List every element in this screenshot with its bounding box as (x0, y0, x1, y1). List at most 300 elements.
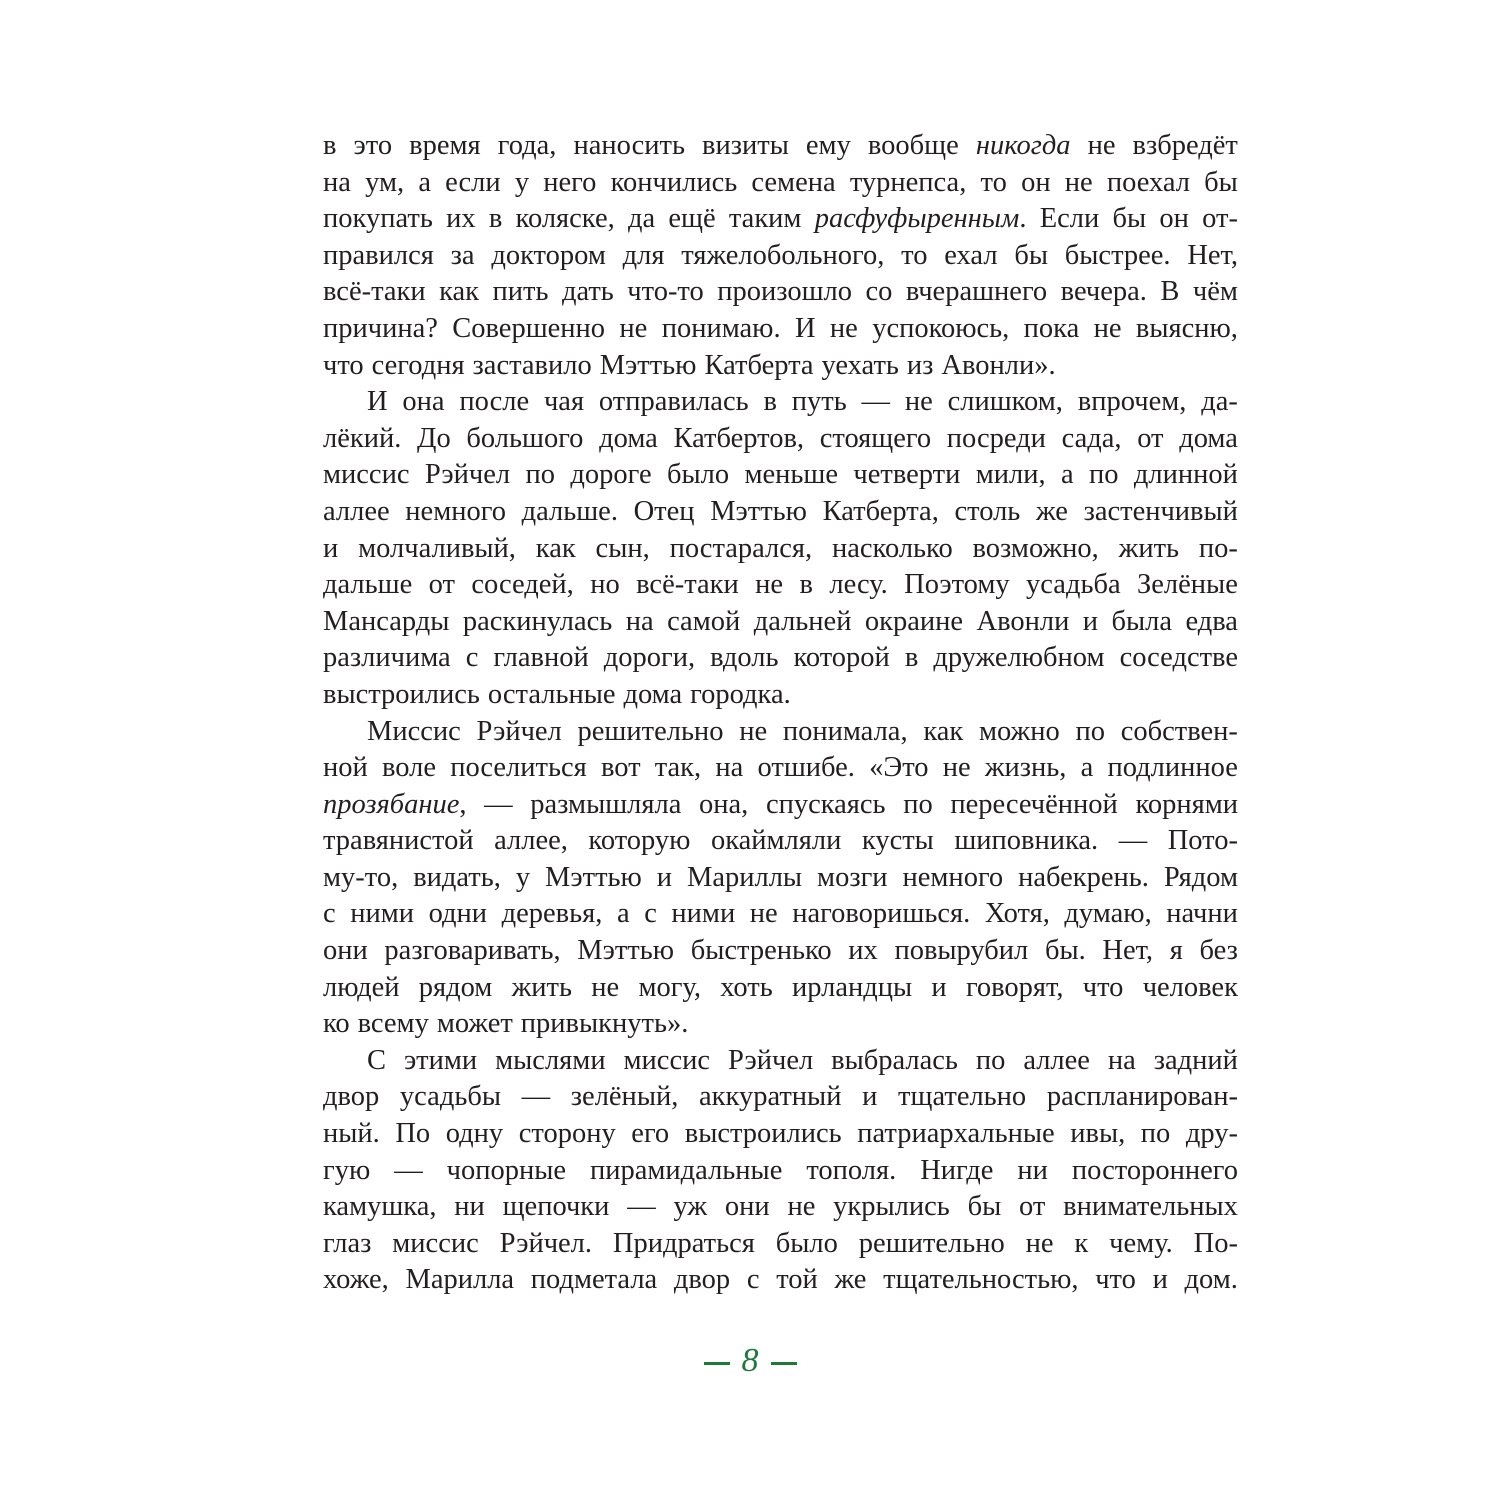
word-part: хоть (720, 971, 773, 1003)
word (715, 750, 743, 787)
word (850, 165, 967, 202)
word-part: коляске, (515, 203, 615, 235)
word (1164, 860, 1238, 897)
word (815, 201, 1027, 238)
word (1121, 714, 1238, 751)
word (323, 494, 390, 531)
word-part: они (724, 1191, 770, 1223)
word-part: большого (466, 422, 584, 454)
word-part: жить (1118, 532, 1180, 564)
word (590, 1153, 782, 1190)
word (1185, 604, 1238, 641)
word-part: миссис (623, 1044, 711, 1076)
text-line (323, 1226, 1238, 1263)
word-part: решительно (577, 715, 724, 747)
word-part: было (666, 459, 730, 491)
word (450, 750, 587, 787)
word-part: выстроились (323, 678, 480, 710)
text-line (323, 238, 1238, 275)
word-part: с (465, 642, 479, 674)
word (409, 128, 481, 165)
word-part: тщательно (898, 1081, 1027, 1113)
word (1204, 165, 1238, 202)
word-part: жить (511, 971, 573, 1003)
word (1014, 238, 1048, 275)
word (623, 238, 665, 275)
word-part: да (627, 203, 656, 235)
word-part: По- (1193, 1227, 1238, 1259)
word (1036, 494, 1068, 531)
word-part: и (1152, 1264, 1168, 1296)
word (704, 348, 813, 385)
text-line (323, 787, 1238, 824)
word (473, 348, 592, 385)
word-part: чём (1192, 276, 1238, 308)
word (1047, 1079, 1238, 1116)
word (1018, 860, 1149, 897)
word (626, 604, 654, 641)
word-part: в (799, 569, 813, 601)
word-part: му-то, (323, 861, 399, 893)
word (904, 567, 1009, 604)
word (644, 896, 657, 933)
word (323, 1006, 350, 1043)
word-part: насколько (832, 532, 953, 564)
word (968, 1189, 1002, 1226)
word-part: Пото- (1167, 825, 1238, 857)
word-part: по (525, 459, 556, 491)
word-part: ему (805, 130, 851, 161)
word-part: и (656, 861, 673, 893)
word-part: длинной (1133, 459, 1238, 491)
word (1160, 274, 1179, 311)
word (948, 384, 1063, 421)
word-part: — (484, 788, 513, 820)
word (763, 384, 776, 421)
word-part: — (521, 1081, 551, 1113)
word (832, 531, 953, 568)
word (923, 714, 963, 751)
word-part: да- (1201, 386, 1238, 418)
word (1062, 421, 1122, 458)
word-part: подлинное (1107, 752, 1238, 784)
word-part: то (980, 166, 1007, 198)
word (655, 750, 701, 787)
word (617, 896, 630, 933)
word (831, 1043, 958, 1080)
word-part: наговоришься. (792, 898, 971, 930)
word (1168, 823, 1238, 860)
word-part: внимательных (1063, 1191, 1238, 1223)
word (1120, 640, 1238, 677)
word-part: усадьбы (399, 1081, 501, 1113)
word-part: видать, (413, 861, 501, 893)
word (806, 1153, 896, 1190)
word (823, 494, 939, 531)
word (419, 970, 493, 1007)
word-part: ещё (668, 203, 716, 235)
word (950, 787, 1117, 824)
word (522, 1079, 551, 1116)
word (1040, 201, 1100, 238)
word (1137, 567, 1238, 604)
word-part: аллее (323, 495, 390, 527)
word (437, 1006, 513, 1043)
body-text (323, 128, 1238, 1299)
word-part: немного (405, 495, 506, 527)
word (795, 311, 816, 348)
word-part: по (975, 1044, 1006, 1076)
word-part: Миссис (367, 715, 461, 747)
word (323, 604, 449, 641)
word (1108, 1043, 1136, 1080)
word (710, 640, 778, 677)
word-part: дороги, (603, 642, 696, 674)
word-part: Совершенно (452, 312, 606, 344)
word (418, 165, 431, 202)
word (570, 457, 651, 494)
text-line (323, 860, 1238, 897)
text-line (323, 201, 1238, 238)
word-part: тяжелобольного, (681, 239, 885, 271)
word-part: аллее, (494, 825, 568, 857)
text-line (323, 677, 1238, 714)
word-part: щепочки (502, 1191, 610, 1223)
word-part: вечера. (1060, 276, 1147, 308)
word-part: корнями (1135, 788, 1238, 820)
word (495, 1043, 605, 1080)
word (1166, 896, 1238, 933)
word (358, 1006, 429, 1043)
word (1078, 384, 1187, 421)
word (906, 274, 1047, 311)
word-part: она (402, 386, 445, 418)
word (857, 1116, 1054, 1153)
word-part: поехал (1106, 166, 1190, 198)
text-line (323, 896, 1238, 933)
word (446, 1116, 503, 1153)
word-part: вчерашнего (905, 276, 1048, 308)
word (466, 421, 583, 458)
word (1065, 238, 1171, 275)
word-part: как (923, 715, 964, 747)
word-part: этими (403, 1044, 478, 1076)
word-part: ко (323, 1008, 350, 1040)
word-part: вот (600, 752, 641, 784)
word (1199, 531, 1238, 568)
word (1143, 970, 1238, 1007)
word (865, 274, 892, 311)
word-part: за (450, 239, 475, 271)
word-part: отправилась (598, 386, 749, 418)
word-part: усадьба (1026, 569, 1121, 601)
word-part: не (749, 898, 778, 930)
word-part: окаймляли (710, 825, 842, 857)
word (392, 1226, 479, 1263)
word (817, 860, 888, 897)
word (446, 201, 476, 238)
word (1045, 933, 1086, 970)
word (943, 750, 971, 787)
word-part: Авонли». (941, 349, 1056, 381)
word (530, 787, 681, 824)
word (323, 128, 336, 165)
word-part: соседей, (471, 569, 574, 601)
word (323, 201, 433, 238)
word-part: быстрее. (1064, 239, 1171, 271)
word (1134, 457, 1238, 494)
word (931, 970, 946, 1007)
word-part: была (1111, 605, 1172, 637)
word-part: Если (1039, 203, 1100, 235)
word-part: В (1160, 276, 1180, 308)
word-part: шиповника. (954, 825, 1099, 857)
text-line (323, 421, 1238, 458)
word-part: Мариллы (687, 861, 803, 893)
word-part: кончились (610, 166, 738, 198)
word (477, 714, 562, 751)
word (673, 421, 804, 458)
word-part: дома (623, 678, 683, 710)
word-part: что (1082, 971, 1124, 1003)
word-part: не (591, 971, 620, 1003)
word (668, 201, 715, 238)
word-part: собствен- (1120, 715, 1238, 747)
word (1017, 1153, 1048, 1190)
word-part: от (428, 569, 455, 601)
word (611, 165, 738, 202)
word-part: понимала, (782, 715, 908, 747)
word-part: Нет, (1187, 239, 1238, 271)
word (596, 531, 650, 568)
word (757, 750, 854, 787)
word (323, 1262, 389, 1299)
word-part: — (861, 386, 891, 418)
word (1089, 457, 1119, 494)
word (493, 640, 588, 677)
text-line (323, 1116, 1238, 1153)
word-part: Мэттью (545, 861, 642, 893)
word-part: же (1035, 495, 1068, 527)
word (445, 165, 500, 202)
word-part: Рэйчел (424, 459, 511, 491)
word (872, 311, 1009, 348)
word (323, 933, 368, 970)
text-line (323, 714, 1238, 751)
word (1081, 750, 1094, 787)
word-part: с (746, 1264, 760, 1296)
word (973, 531, 1099, 568)
word-part: — (394, 1154, 423, 1186)
word-part: лесу. (829, 569, 888, 601)
word (830, 311, 858, 348)
word-part: травянистой (323, 825, 474, 857)
word (1026, 567, 1121, 604)
word-part: Катберта (704, 349, 814, 381)
word (720, 970, 773, 1007)
word (862, 384, 891, 421)
word (670, 531, 813, 568)
word-part: покупать (323, 203, 433, 235)
word-part: после (459, 386, 530, 418)
word-part: из (906, 349, 934, 381)
word (848, 933, 878, 970)
word (323, 860, 398, 897)
word-part: в (323, 130, 337, 161)
word (571, 1079, 679, 1116)
word (502, 896, 603, 933)
word-part: у (515, 861, 531, 893)
word-part: Рэйчел (476, 715, 562, 747)
word (323, 787, 467, 824)
word-part: выстроились (684, 1118, 842, 1150)
word (690, 677, 791, 714)
word-part: на (323, 166, 351, 198)
word (516, 201, 615, 238)
word-part: окраине (864, 605, 964, 637)
word-part: четверти (853, 459, 961, 491)
word (1064, 896, 1151, 933)
word-part: и (1082, 605, 1099, 637)
text-line (323, 567, 1238, 604)
word-part: сада, (1061, 422, 1122, 454)
word-part: у (514, 166, 530, 198)
word-part: что (323, 349, 364, 381)
word-part: укрылись (833, 1191, 950, 1223)
word-part: с (323, 898, 336, 930)
word-part: деревья, (501, 898, 603, 930)
word-part: можно (978, 715, 1060, 747)
word (862, 1079, 877, 1116)
text-line (323, 1079, 1238, 1116)
word (471, 567, 573, 604)
word (985, 896, 1050, 933)
word (792, 970, 912, 1007)
word (1199, 933, 1237, 970)
word (1026, 1226, 1054, 1263)
word-part: которую (588, 825, 691, 857)
word (488, 677, 616, 714)
word (1107, 750, 1237, 787)
word-part: что (1095, 1264, 1136, 1296)
word (739, 714, 767, 751)
text-line (323, 128, 1238, 165)
word (833, 1189, 950, 1226)
word-part: всему (357, 1008, 429, 1040)
word-part: Придраться (612, 1227, 755, 1259)
word-part: И (794, 312, 816, 344)
word (981, 165, 1007, 202)
word-part: а (418, 166, 431, 198)
word (1193, 274, 1238, 311)
word (747, 1262, 760, 1299)
word (600, 348, 697, 385)
word (323, 1116, 380, 1153)
word (977, 604, 1070, 641)
word-part: гую (323, 1154, 371, 1186)
word-part: понимаю. (661, 312, 781, 344)
word (829, 567, 887, 604)
word (834, 1262, 866, 1299)
word-part: столь (954, 495, 1021, 527)
word (783, 714, 908, 751)
word (1201, 384, 1238, 421)
text-line (323, 494, 1238, 531)
word-part: же (834, 1264, 867, 1296)
word-part: Поэтому (904, 569, 1010, 601)
word (382, 750, 436, 787)
word-part: произошло (717, 276, 852, 308)
word (859, 1226, 1005, 1263)
word-part: вдоль (710, 642, 779, 674)
word (776, 1226, 838, 1263)
word (323, 238, 434, 275)
word-part: отшибе. (757, 752, 855, 784)
word-part: не (739, 715, 768, 747)
word-part: по (903, 788, 933, 820)
word (751, 165, 835, 202)
word-part: на (715, 752, 744, 784)
word (384, 933, 560, 970)
word-part: как (535, 532, 576, 564)
word-part: главной (493, 642, 589, 674)
word-part: посреди (946, 422, 1046, 454)
word-part: дальше (323, 569, 413, 601)
word (323, 677, 480, 714)
word-part: уж (673, 1191, 708, 1223)
word-part: Рядом (1163, 861, 1238, 893)
word-part: ехал (944, 239, 998, 271)
word (1072, 1153, 1238, 1190)
word-part: миссис (392, 1227, 479, 1259)
word (498, 128, 557, 165)
word-part: от (1137, 422, 1164, 454)
word (806, 128, 851, 165)
word-part: аллее (1023, 1044, 1090, 1076)
word-part: патриархальные (857, 1118, 1055, 1150)
italic-word: никогда (975, 130, 1071, 161)
word-part: — (1118, 825, 1148, 857)
word-part: привыкнуть». (520, 1008, 689, 1040)
word (1023, 1043, 1090, 1080)
word (1065, 165, 1093, 202)
word-part: одни (428, 898, 488, 930)
word (903, 787, 933, 824)
word-part: пересечённой (950, 788, 1118, 820)
word (1187, 238, 1238, 275)
word (1154, 1043, 1238, 1080)
word-part: не (1025, 1227, 1054, 1259)
text-line (323, 274, 1238, 311)
word-part: соседстве (1119, 642, 1238, 674)
word-part: немного (902, 861, 1004, 893)
text-line (323, 1153, 1238, 1190)
word-part: а (616, 898, 630, 930)
text-line (323, 1043, 1238, 1080)
word-part: для (622, 239, 665, 271)
word-part: начни (1166, 898, 1238, 930)
word (395, 1116, 430, 1153)
word (947, 421, 1046, 458)
word-part: самой (667, 605, 741, 637)
word-part: глаз (323, 1227, 372, 1259)
word-part: не (787, 1191, 816, 1223)
word-part: не (1064, 166, 1093, 198)
word-part: а (1080, 752, 1094, 784)
word (1019, 1189, 1045, 1226)
word-part: мили, (975, 459, 1046, 491)
word (323, 457, 410, 494)
